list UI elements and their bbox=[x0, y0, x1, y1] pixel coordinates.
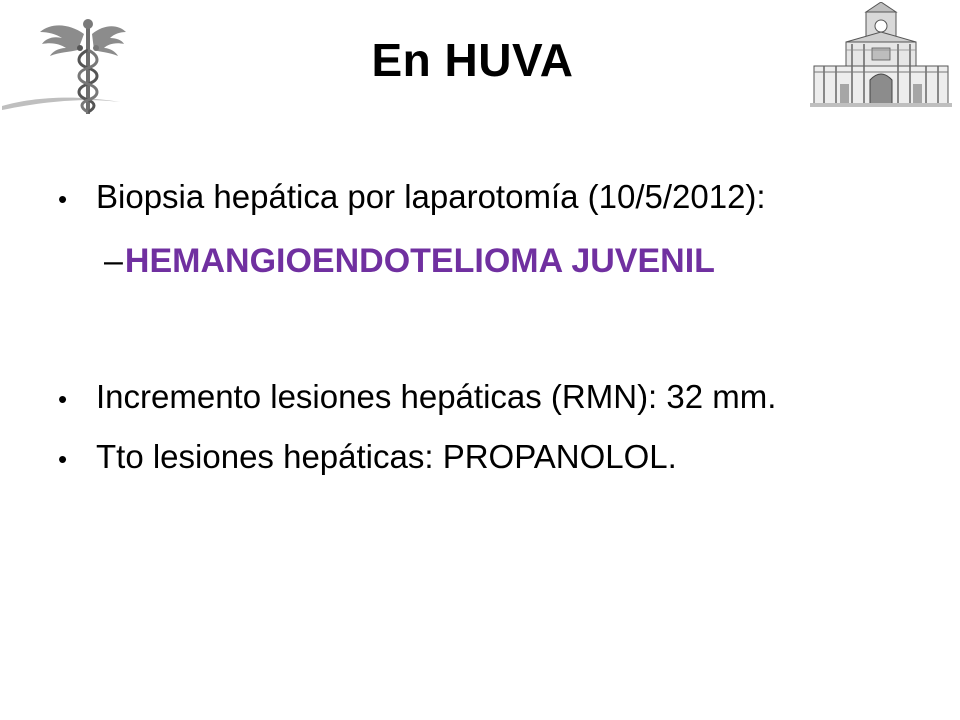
bullet-text: Incremento lesiones hepáticas (RMN): 32 mm. bbox=[96, 378, 777, 415]
bullet-icon: • bbox=[58, 384, 68, 414]
sub-bullet-diagnosis bbox=[104, 238, 715, 284]
cathedral-facade-logo bbox=[806, 2, 956, 108]
bullet-item-biopsy bbox=[58, 175, 766, 221]
bullet-icon: • bbox=[58, 444, 68, 474]
bullet-text: Biopsia hepática por laparotomía (10/5/2012): bbox=[96, 178, 766, 215]
bullet-item-treatment bbox=[58, 435, 677, 481]
bullet-icon: • bbox=[58, 184, 68, 214]
slide-title: En HUVA bbox=[371, 34, 574, 86]
dash-icon: – bbox=[104, 242, 123, 280]
diagnosis-text: HEMANGIOENDOTELIOMA JUVENIL bbox=[124, 242, 715, 280]
bullet-item-lesion-increase bbox=[58, 375, 776, 421]
caduceus-logo bbox=[0, 10, 140, 120]
bullet-text: Tto lesiones hepáticas: PROPANOLOL. bbox=[96, 438, 677, 475]
